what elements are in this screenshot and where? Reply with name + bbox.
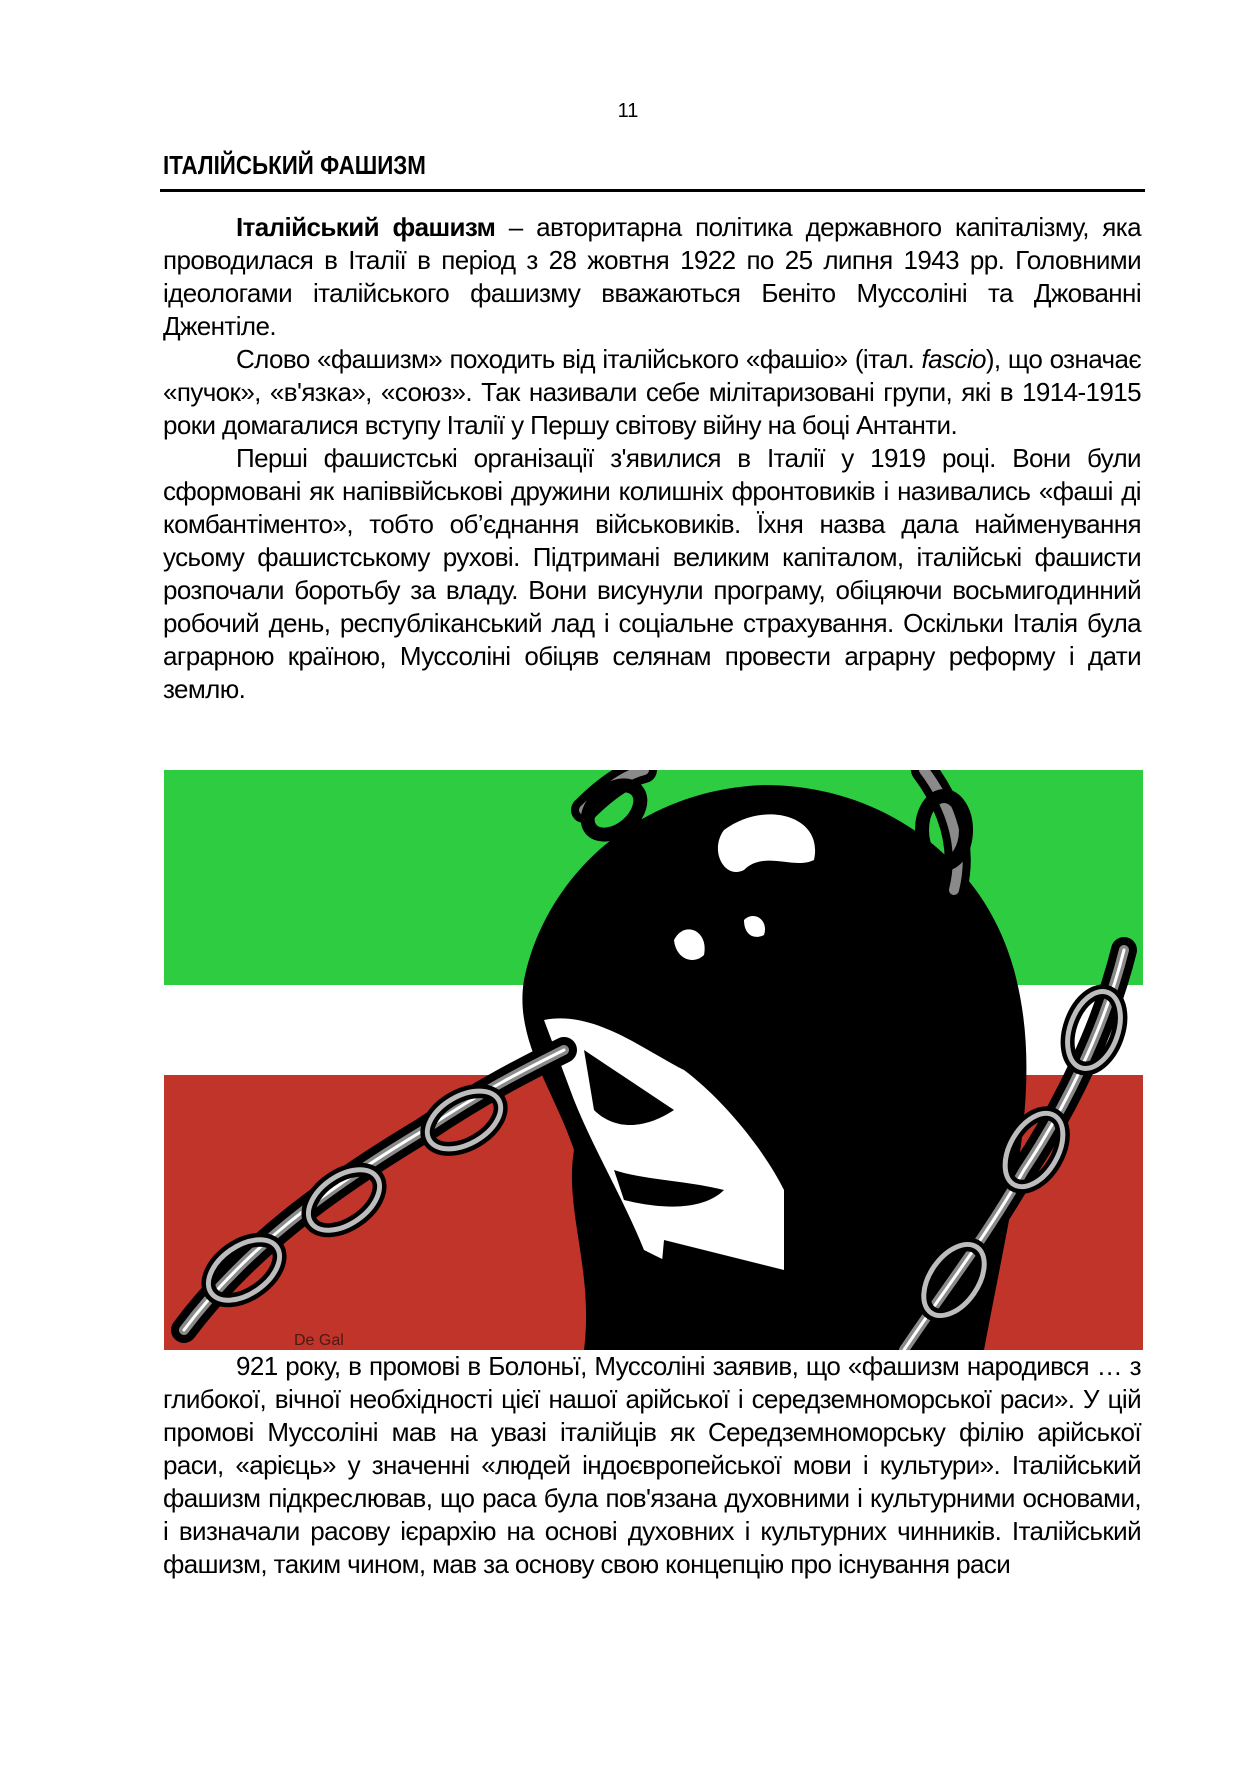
paragraph-race-speech: 921 року, в промові в Болоньї, Муссоліні заявив, що «фашизм народився … з глибокої, вічної необхідності цієї нашої арійської і середземноморської раси». У цій промові Муссоліні мав на увазі італійців як Середземноморську філію арійської раси, «арієць» у значенні «людей індоєвропейської мови і культури». Італійський фашизм підкреслював, що раса була пов'язана духовними і культурними основами, і визначали расову ієрархію на основі духовних і культурних чинників. Італійський фашизм, таким чином, мав за основу свою концепцію про існування раси (163, 1351, 1141, 1579)
definition-text: – авторитарна політика державного капіталізму, яка проводилася в Італії в період з 28 жовтня 1922 по 25 липня 1943 рр. Головними ідеологами італійського фашизму вважаються Беніто Муссоліні та Джованні Джентіле. (163, 212, 1141, 341)
paragraph-definition (163, 211, 1141, 343)
intro-text (163, 211, 1141, 706)
tricolor-chains-illustration (164, 770, 1143, 1350)
paragraph-etymology (163, 343, 1141, 442)
artist-signature: De Gal (294, 1332, 344, 1349)
paragraph-origins: Перші фашистські організації з'явилися в Італії у 1919 році. Вони були сформовані як напіввійськові дружини колишніх фронтовиків і називались «фаші ді комбантіменто», тобто об’єднання військовиків. Їхня назва дала найменування усьому фашистському рухові. Підтримані великим капіталом, італійські фашисти розпочали боротьбу за владу. Вони висунули програму, обіцяючи восьмигодинний робочий день, республіканський лад і соціальне страхування. Оскільки Італія була аграрною країною, Муссоліні обіцяв селянам провести аграрну реформу і дати землю. (163, 443, 1141, 704)
illustration-figure (164, 770, 1143, 1350)
etymology-text-b: ), що означає «пучок», «в'язка», «союз». Так називали себе мілітаризовані групи, які в 1914-1915 роки домагалися вступу Італії у Першу світову війну на боці Антанти. (163, 344, 1141, 440)
page-number: 11 (617, 100, 639, 122)
heading-underline (160, 189, 1145, 192)
etymology-italic: fascio (921, 344, 986, 374)
etymology-text-a: Слово «фашизм» походить від італійського «фашіо» (італ. (236, 344, 922, 374)
term-bold: Італійський фашизм (236, 212, 496, 242)
section-heading: ІТАЛІЙСЬКИЙ ФАШИЗМ (163, 150, 426, 180)
continuation-text (163, 1350, 1141, 1581)
